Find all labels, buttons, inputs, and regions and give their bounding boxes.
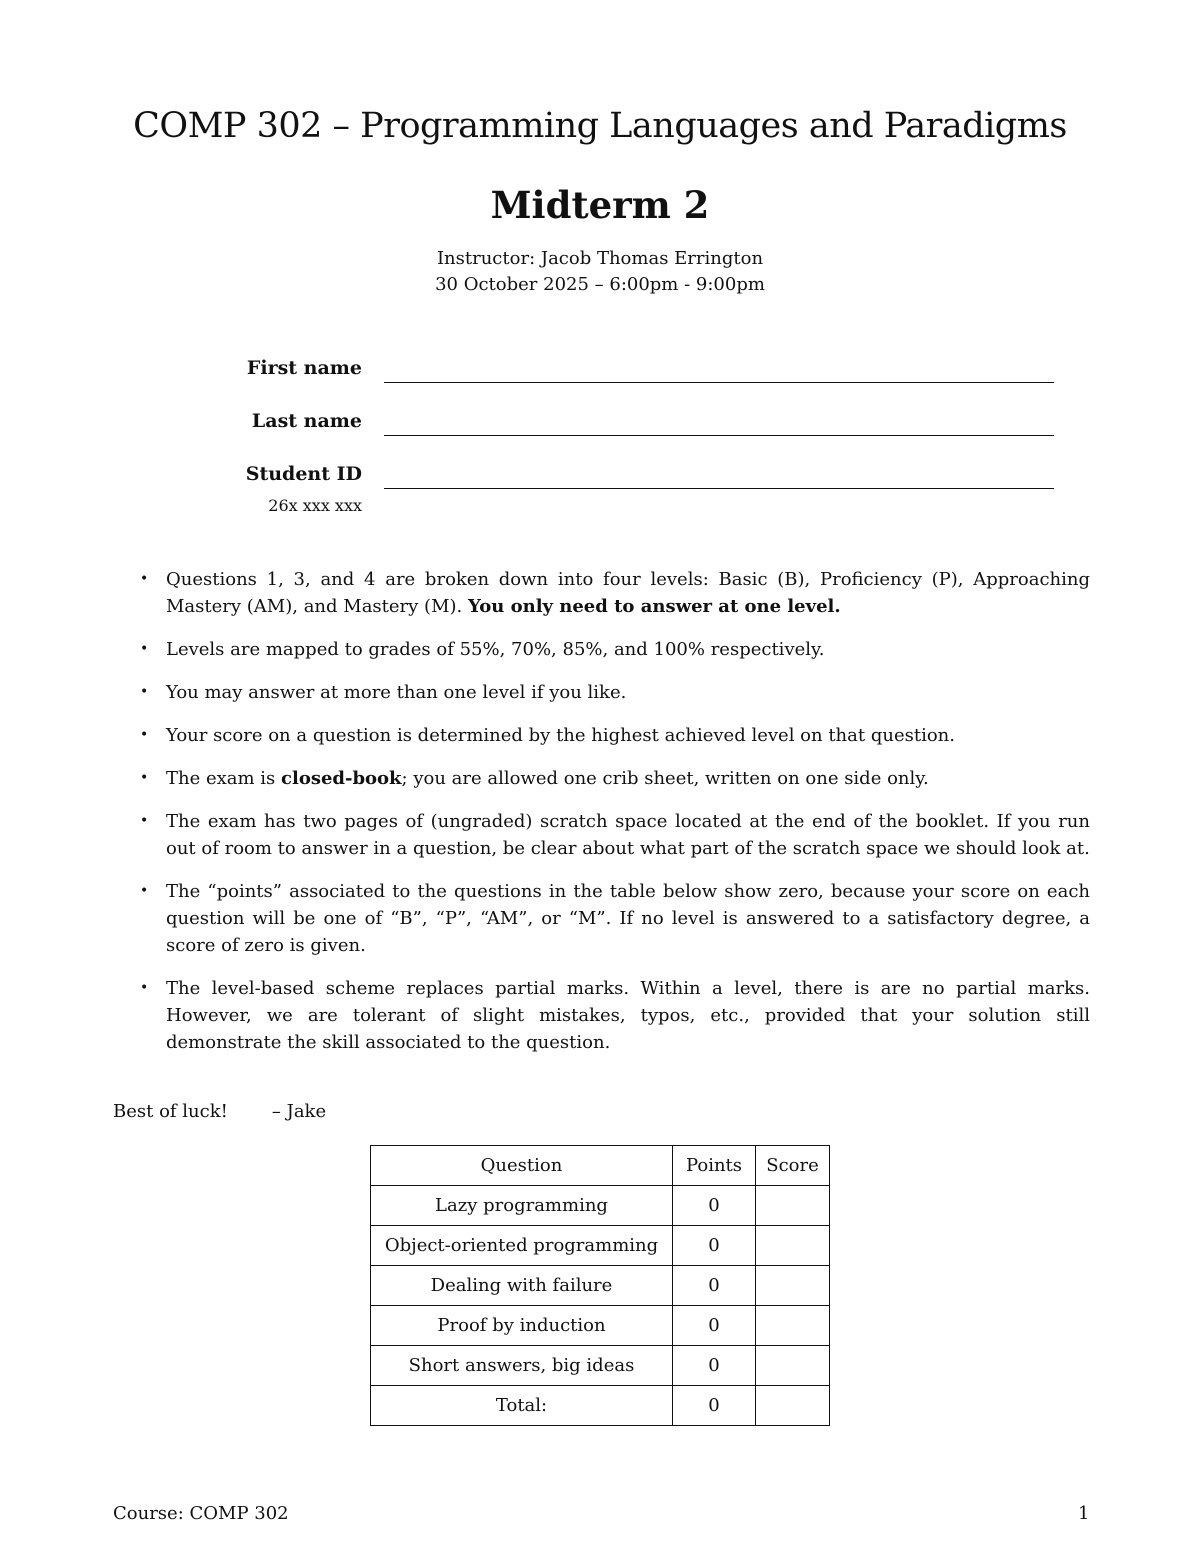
score-cell[interactable] bbox=[756, 1306, 830, 1346]
question-cell: Dealing with failure bbox=[371, 1266, 673, 1306]
points-cell: 0 bbox=[673, 1266, 756, 1306]
list-item bbox=[140, 722, 1090, 749]
signoff-signature: – Jake bbox=[271, 1101, 327, 1122]
table-row bbox=[371, 1346, 830, 1386]
list-item bbox=[140, 636, 1090, 663]
exam-date-time: 30 October 2025 – 6:00pm - 9:00pm bbox=[435, 274, 765, 295]
instruction-text: You may answer at more than one level if you like. bbox=[166, 682, 627, 703]
last-name-field[interactable] bbox=[0, 410, 1200, 440]
bullet-icon: • bbox=[140, 727, 149, 743]
bullet-icon: • bbox=[140, 684, 149, 700]
exam-title: Midterm 2 bbox=[490, 183, 710, 227]
table-row bbox=[371, 1306, 830, 1346]
instructor-line: Instructor: Jacob Thomas Errington bbox=[436, 248, 764, 269]
score-cell[interactable] bbox=[756, 1186, 830, 1226]
first-name-field[interactable] bbox=[0, 357, 1200, 387]
score-cell[interactable] bbox=[756, 1266, 830, 1306]
column-header-points: Points bbox=[673, 1146, 756, 1186]
list-item bbox=[140, 765, 1090, 792]
instruction-text: The exam is bbox=[166, 768, 282, 789]
instruction-emphasis: closed-book bbox=[281, 768, 402, 789]
bullet-icon: • bbox=[140, 883, 149, 899]
student-id-line[interactable] bbox=[384, 488, 1054, 489]
list-item bbox=[140, 679, 1090, 706]
table-total-row bbox=[371, 1386, 830, 1426]
student-id-label: Student ID bbox=[245, 463, 362, 485]
last-name-line[interactable] bbox=[384, 435, 1054, 436]
points-cell: 0 bbox=[673, 1346, 756, 1386]
bullet-icon: • bbox=[140, 641, 149, 657]
student-id-hint: 26x xxx xxx bbox=[268, 496, 362, 515]
course-title: COMP 302 – Programming Languages and Paradigms bbox=[133, 106, 1067, 146]
instruction-emphasis: You only need to answer at one level. bbox=[467, 596, 841, 617]
table-row bbox=[371, 1226, 830, 1266]
question-cell: Lazy programming bbox=[371, 1186, 673, 1226]
signoff bbox=[113, 1101, 326, 1122]
instruction-text: Questions 1, 3, and 4 are broken down into four levels: Basic (B), Proficiency (P), Approaching Mastery (AM), and Mastery (M). bbox=[166, 569, 1090, 617]
points-cell: 0 bbox=[673, 1226, 756, 1266]
bullet-icon: • bbox=[140, 571, 149, 587]
score-cell[interactable] bbox=[756, 1226, 830, 1266]
signoff-text: Best of luck! bbox=[113, 1101, 228, 1122]
student-id-field[interactable] bbox=[0, 463, 1200, 493]
points-cell: 0 bbox=[673, 1306, 756, 1346]
score-cell[interactable] bbox=[756, 1346, 830, 1386]
table-row bbox=[371, 1266, 830, 1306]
last-name-label: Last name bbox=[251, 410, 362, 432]
instructions-list bbox=[140, 566, 1090, 1072]
score-table bbox=[370, 1145, 830, 1426]
list-item bbox=[140, 566, 1090, 620]
instruction-text: The “points” associated to the questions in the table below show zero, because your score on each question will be one of “B”, “P”, “AM”, or “M”. If no level is answered to a satisfactory degree, a score of zero is given. bbox=[166, 881, 1090, 956]
list-item bbox=[140, 808, 1090, 862]
table-header-row bbox=[371, 1146, 830, 1186]
page-number: 1 bbox=[1078, 1503, 1090, 1524]
first-name-line[interactable] bbox=[384, 382, 1054, 383]
list-item bbox=[140, 975, 1090, 1056]
list-item bbox=[140, 878, 1090, 959]
bullet-icon: • bbox=[140, 813, 149, 829]
bullet-icon: • bbox=[140, 770, 149, 786]
question-cell: Short answers, big ideas bbox=[371, 1346, 673, 1386]
instruction-text: The exam has two pages of (ungraded) scratch space located at the end of the booklet. If you run out of room to answer in a question, be clear about what part of the scratch space we should look at. bbox=[166, 811, 1090, 859]
table-row bbox=[371, 1186, 830, 1226]
first-name-label: First name bbox=[246, 357, 362, 379]
instruction-text: The level-based scheme replaces partial marks. Within a level, there is are no partial marks. However, we are tolerant of slight mistakes, typos, etc., provided that your solution still demonstrate the skill associated to the question. bbox=[166, 978, 1090, 1053]
column-header-question: Question bbox=[371, 1146, 673, 1186]
question-cell: Object-oriented programming bbox=[371, 1226, 673, 1266]
instruction-text: Your score on a question is determined by the highest achieved level on that question. bbox=[166, 725, 955, 746]
footer-course: Course: COMP 302 bbox=[113, 1503, 289, 1524]
instruction-text: ; you are allowed one crib sheet, written on one side only. bbox=[401, 768, 929, 789]
points-cell: 0 bbox=[673, 1186, 756, 1226]
score-cell[interactable] bbox=[756, 1386, 830, 1426]
bullet-icon: • bbox=[140, 980, 149, 996]
question-cell: Total: bbox=[371, 1386, 673, 1426]
column-header-score: Score bbox=[756, 1146, 830, 1186]
question-cell: Proof by induction bbox=[371, 1306, 673, 1346]
points-cell: 0 bbox=[673, 1386, 756, 1426]
instruction-text: Levels are mapped to grades of 55%, 70%, 85%, and 100% respectively. bbox=[166, 639, 825, 660]
